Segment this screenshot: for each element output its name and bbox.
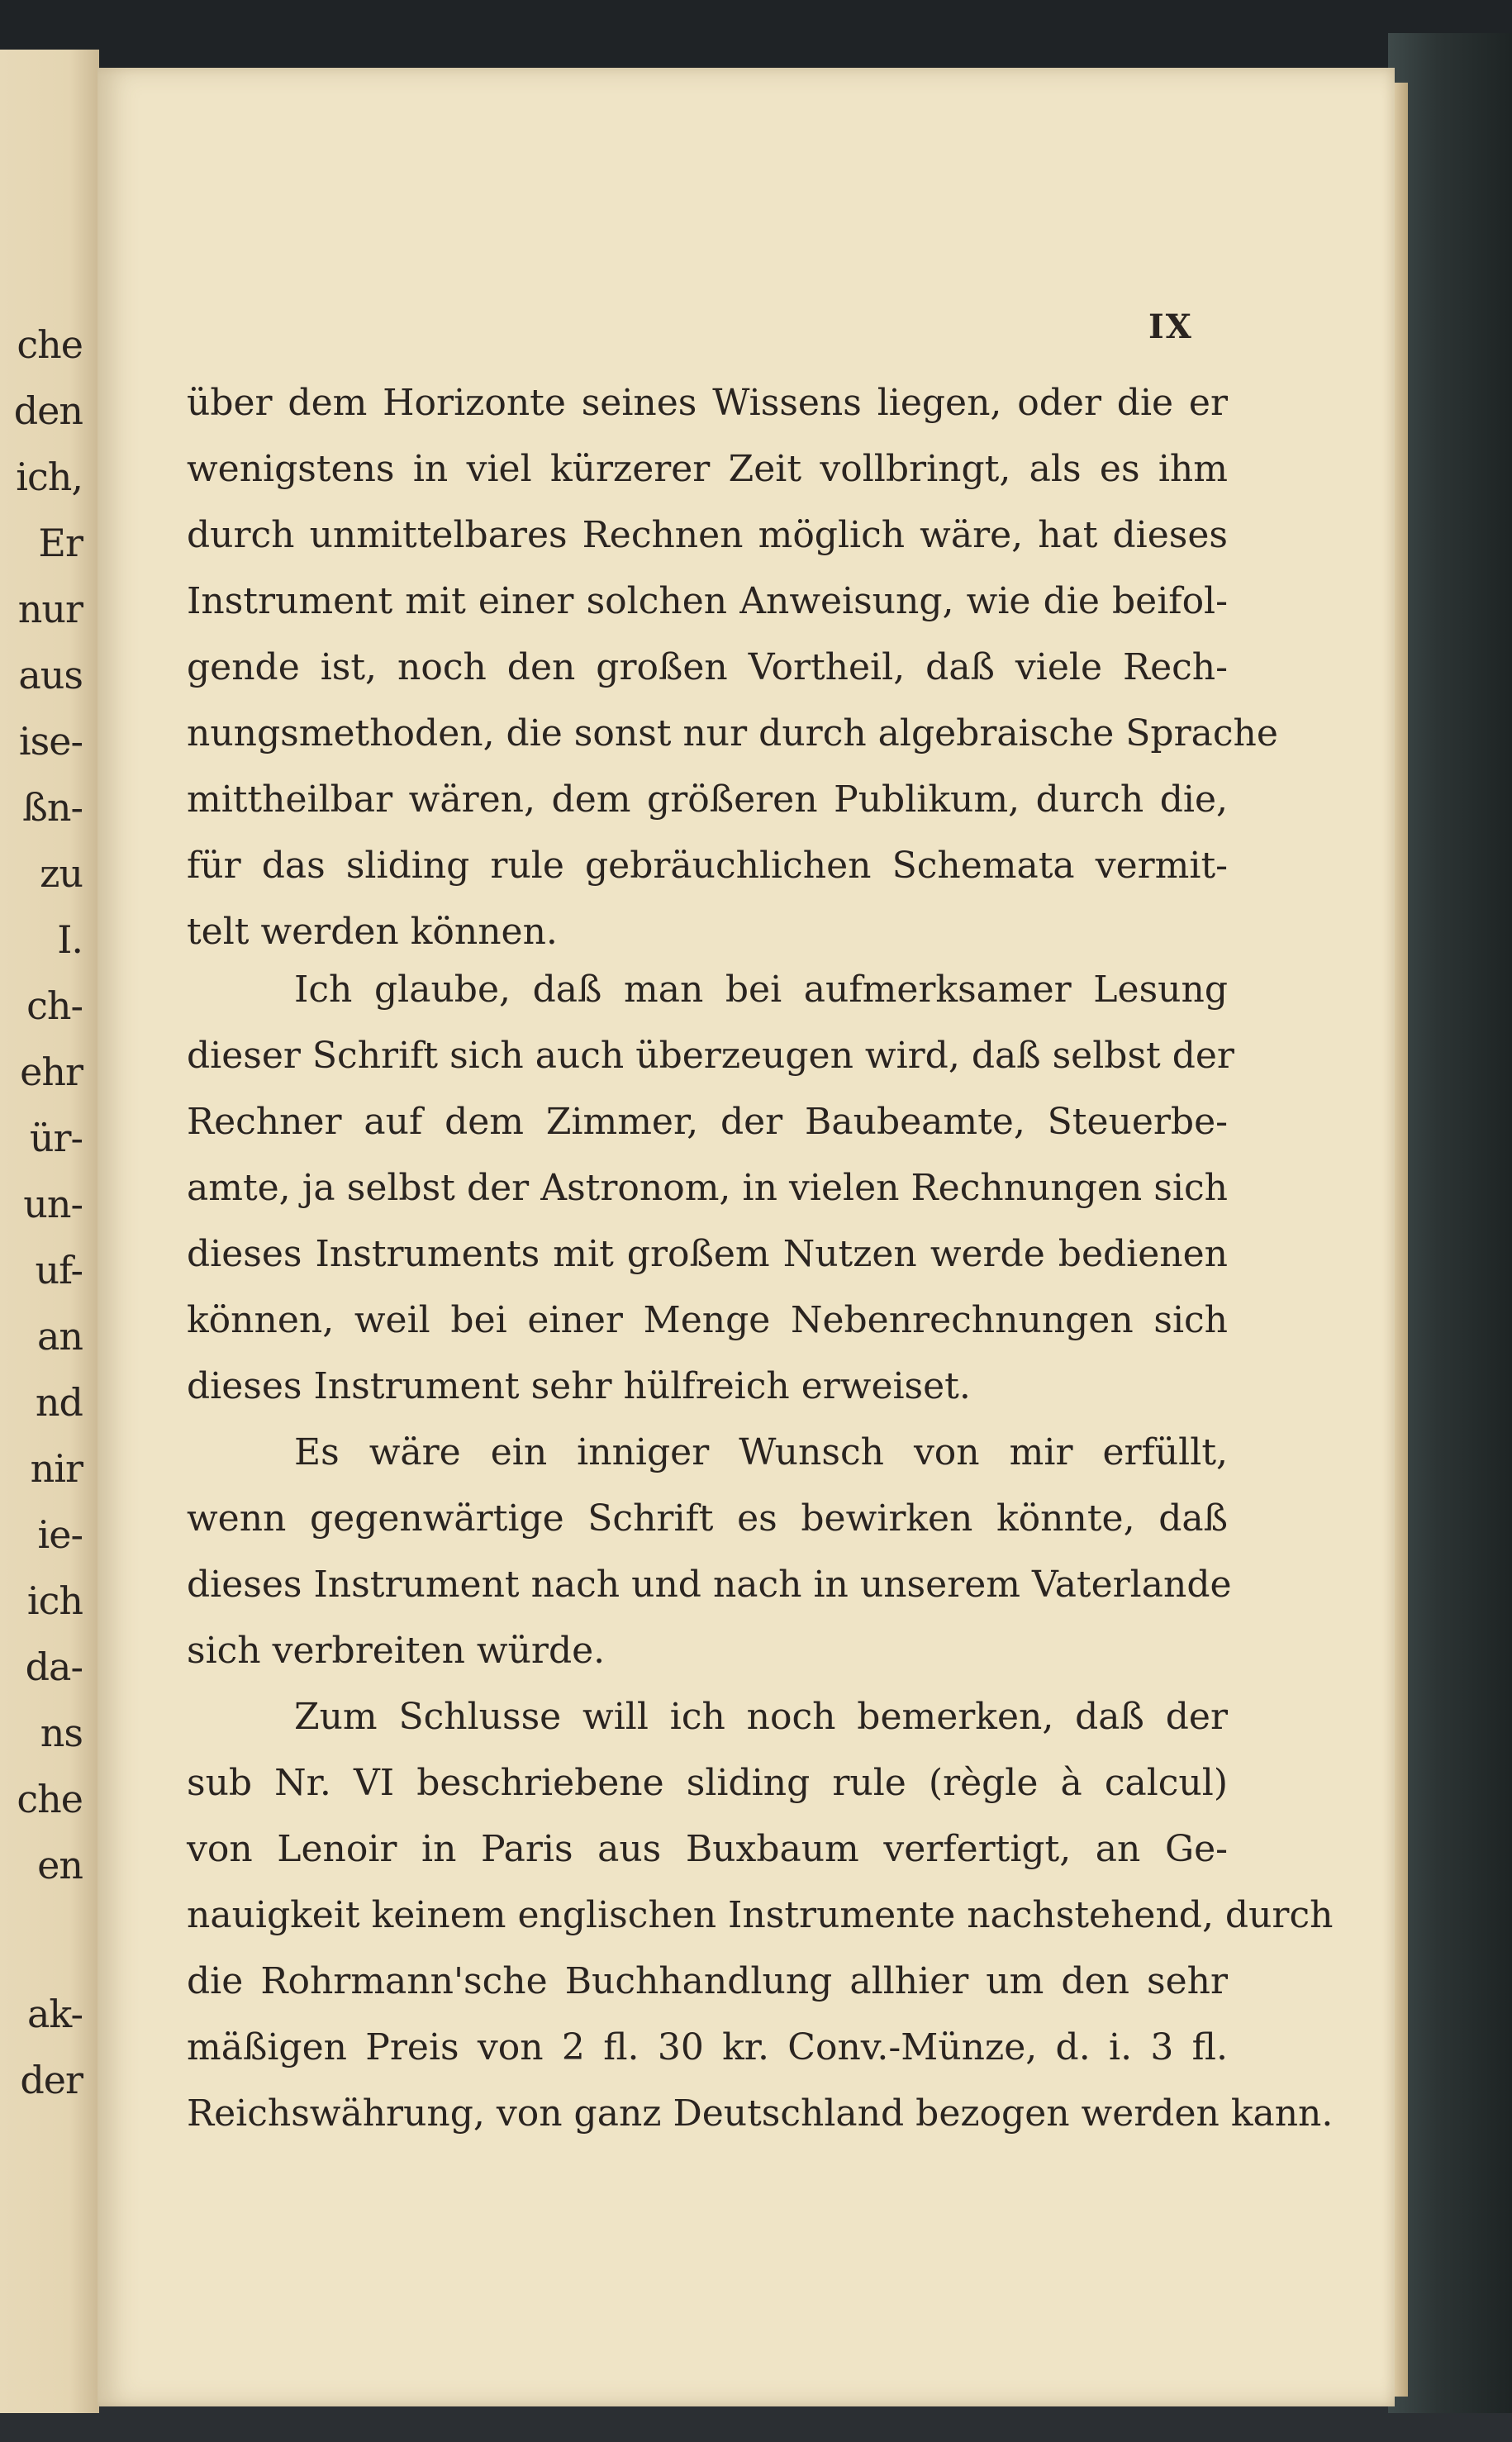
left-fragment: ür- (29, 1116, 83, 1160)
left-fragment: I. (57, 917, 83, 962)
previous-page-sliver (0, 50, 99, 2413)
left-fragment: Er (38, 521, 83, 565)
left-fragment: nur (17, 587, 83, 631)
left-fragment: uf- (35, 1248, 83, 1292)
text-line: die Rohrmann'sche Buchhandlung allhier um den sehr (187, 1960, 1228, 2002)
left-fragment: ch- (26, 983, 83, 1028)
left-fragment: ie- (37, 1512, 83, 1557)
text-line: dieses Instrument nach und nach in unserem Vaterlande (187, 1564, 1232, 1606)
left-fragment: zu (40, 851, 83, 896)
background-top (0, 0, 1512, 74)
left-fragment: an (36, 1314, 83, 1359)
text-line: Zum Schlusse will ich noch bemerken, daß der (294, 1696, 1228, 1738)
left-fragment: che (17, 1777, 83, 1821)
text-line: von Lenoir in Paris aus Buxbaum verfertigt, an Ge- (187, 1828, 1228, 1870)
left-fragment: en (37, 1843, 83, 1887)
left-fragment: den (13, 388, 83, 433)
text-line: nauigkeit keinem englischen Instrumente nachstehend, durch (187, 1894, 1334, 1936)
left-fragment: der (20, 2058, 83, 2102)
text-line: dieses Instrument sehr hülfreich erweiset. (187, 1365, 971, 1407)
left-fragment: nd (35, 1380, 83, 1425)
text-line: über dem Horizonte seines Wissens liegen, oder die er (187, 382, 1228, 424)
text-line: Es wäre ein inniger Wunsch von mir erfüllt, (294, 1431, 1228, 1473)
text-line: Ich glaube, daß man bei aufmerksamer Lesung (294, 969, 1228, 1011)
text-line: dieser Schrift sich auch überzeugen wird, daß selbst der (187, 1035, 1234, 1077)
left-fragment: nir (30, 1446, 83, 1491)
text-line: wenn gegenwärtige Schrift es bewirken könnte, daß (187, 1497, 1228, 1540)
text-line: amte, ja selbst der Astronom, in vielen Rechnungen sich (187, 1167, 1228, 1209)
text-line: mäßigen Preis von 2 fl. 30 kr. Conv.-Münze, d. i. 3 fl. (187, 2026, 1228, 2068)
left-fragment: ise- (18, 719, 83, 764)
left-fragment: ich (26, 1578, 83, 1623)
text-line: nungsmethoden, die sonst nur durch algebraische Sprache (187, 712, 1278, 754)
text-line: wenigstens in viel kürzerer Zeit vollbringt, als es ihm (187, 448, 1228, 490)
left-fragment: ns (40, 1711, 83, 1755)
page-number: IX (1148, 307, 1193, 346)
text-line: Reichswährung, von ganz Deutschland bezogen werden kann. (187, 2092, 1334, 2135)
left-fragment: ich, (16, 455, 83, 499)
left-fragment: aus (18, 653, 83, 697)
text-line: telt werden können. (187, 911, 558, 953)
text-line: durch unmittelbares Rechnen möglich wäre, hat dieses (187, 514, 1228, 556)
text-line: sich verbreiten würde. (187, 1630, 606, 1672)
left-fragment: ßn- (22, 785, 83, 830)
left-fragment: ehr (20, 1050, 83, 1094)
text-line: gende ist, noch den großen Vortheil, daß viele Rech- (187, 646, 1228, 688)
left-fragment: che (17, 322, 83, 367)
left-fragment: ak- (26, 1992, 83, 2036)
text-line: Rechner auf dem Zimmer, der Baubeamte, Steuerbe- (187, 1101, 1228, 1143)
text-line: sub Nr. VI beschriebene sliding rule (règle à calcul) (187, 1762, 1228, 1804)
text-line: für das sliding rule gebräuchlichen Schemata vermit- (187, 845, 1228, 887)
text-line: Instrument mit einer solchen Anweisung, wie die beifol- (187, 580, 1228, 622)
page-edge (1395, 83, 1408, 2397)
text-line: mittheilbar wären, dem größeren Publikum, durch die, (187, 778, 1228, 821)
left-fragment: da- (25, 1645, 83, 1689)
left-fragment: un- (23, 1182, 83, 1226)
text-line: können, weil bei einer Menge Nebenrechnungen sich (187, 1299, 1228, 1341)
text-line: dieses Instruments mit großem Nutzen werde bedienen (187, 1233, 1228, 1275)
